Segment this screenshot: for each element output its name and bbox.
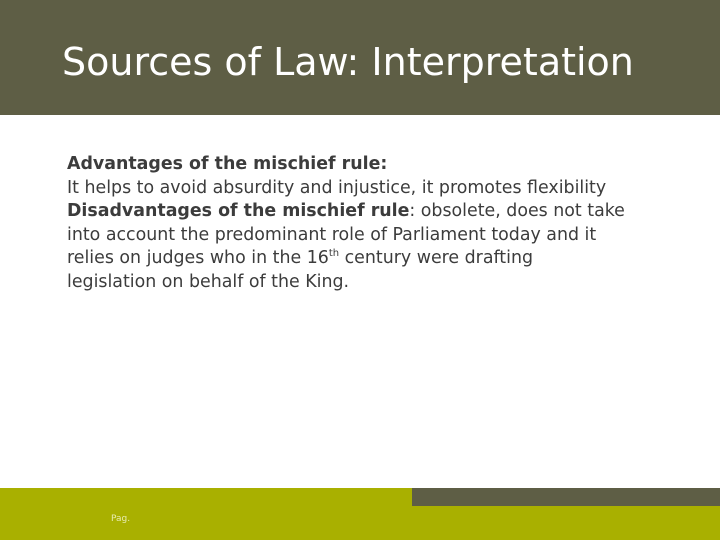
disadvantages-text-1: : obsolete, does not take [409, 201, 625, 222]
slide-body [67, 153, 717, 295]
slide-title: Sources of Law: Interpretation [62, 40, 634, 84]
disadvantages-text-3b: century were drafting [339, 248, 534, 269]
disadvantages-line-3 [67, 247, 717, 271]
ordinal-suffix: th [328, 248, 340, 260]
footer-accent-bar [412, 488, 720, 506]
disadvantages-text-3a: relies on judges who in the 16 [67, 248, 329, 269]
title-banner [0, 0, 720, 115]
disadvantages-line-4: legislation on behalf of the King. [67, 271, 350, 292]
disadvantages-line-2: into account the predominant role of Parliament today and it [67, 224, 597, 245]
page-label: Pag. [111, 514, 131, 524]
disadvantages-heading: Disadvantages of the mischief rule [67, 201, 410, 222]
advantages-heading: Advantages of the mischief rule: [67, 154, 388, 174]
advantages-text: It helps to avoid absurdity and injustice, it promotes flexibility [67, 177, 607, 198]
disadvantages-line-1 [67, 200, 717, 224]
